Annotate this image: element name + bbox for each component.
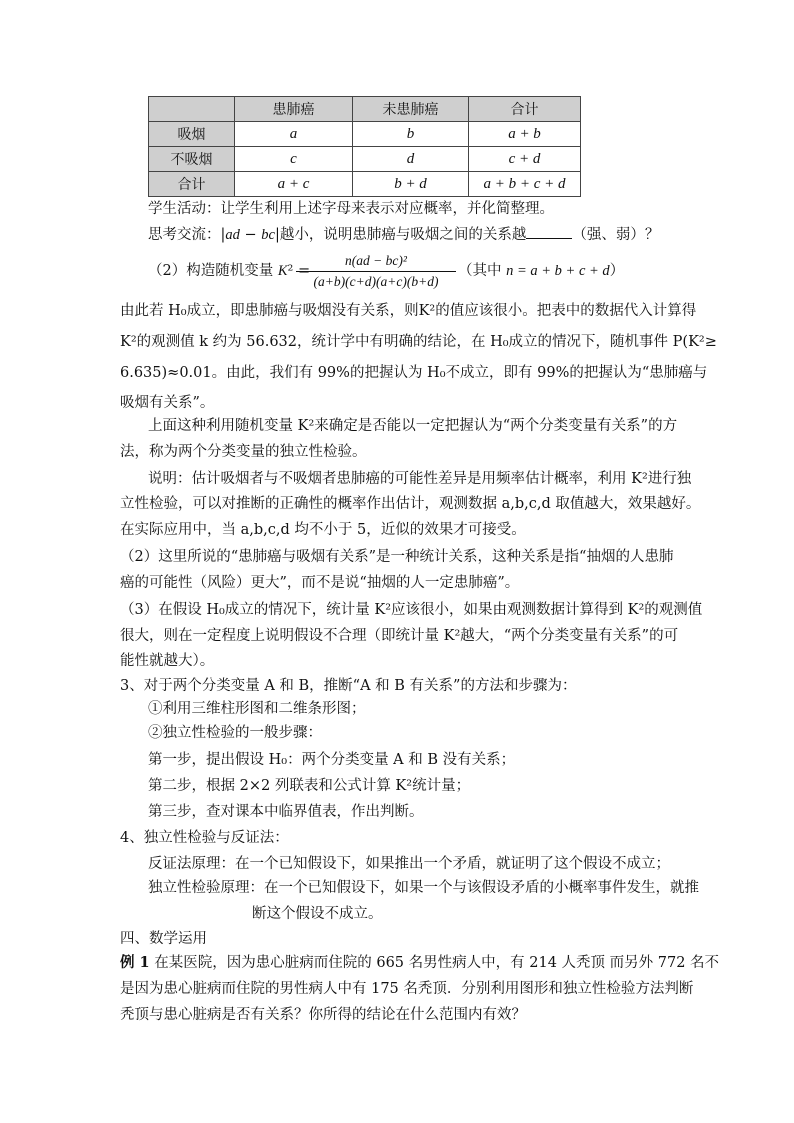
paragraph-line: 在实际应用中，当 a,b,c,d 均不小于 5，近似的效果才可接受。	[120, 522, 526, 538]
paragraph-line: 能性就越大）。	[120, 653, 215, 669]
table-cell: c + d	[469, 147, 581, 172]
table-cell: a + b	[469, 122, 581, 147]
table-header-cell: 患肺癌	[235, 97, 353, 122]
example-label: 例 1	[120, 954, 150, 971]
principle-line: 断这个假设不成立。	[252, 906, 383, 922]
section-heading-math-application: 四、数学运用	[120, 931, 207, 947]
table-cell: d	[353, 147, 469, 172]
paragraph-line: 立性检验，可以对推断的正确性的概率作出估计，观测数据 a,b,c,d 取值越大，效果越好。	[120, 496, 701, 512]
k-squared-fraction	[296, 252, 456, 291]
fraction-numerator: n(ad − bc)²	[345, 253, 407, 268]
section-heading-4: 4、独立性检验与反证法：	[120, 830, 289, 846]
table-header-cell	[149, 97, 235, 122]
table-row-label: 合计	[149, 172, 235, 197]
table-cell: a + b + c + d	[469, 172, 581, 197]
table-cell: b	[353, 122, 469, 147]
k-squared-eq: ² =	[287, 263, 311, 279]
table-header-cell: 未患肺癌	[353, 97, 469, 122]
n-definition: n = a + b + c + d	[506, 263, 610, 279]
where-close: ）	[609, 263, 625, 279]
table-cell: c	[235, 147, 353, 172]
step-item: 第二步，根据 2×2 列联表和公式计算 K²统计量；	[148, 778, 471, 794]
table-row	[149, 147, 581, 172]
table-row-label: 不吸烟	[149, 147, 235, 172]
var-k: K	[277, 263, 288, 279]
example-line: 秃顶与患心脏病是否有关系？你所得的结论在什么范围内有效？	[120, 1007, 526, 1023]
think-suffix: （强、弱）？	[572, 227, 660, 243]
table-cell: b + d	[353, 172, 469, 197]
table-cell: a	[235, 122, 353, 147]
where-open: （其中	[458, 263, 507, 279]
paragraph-line: 法，称为两个分类变量的独立性检验。	[120, 444, 367, 460]
table-row	[149, 122, 581, 147]
fraction-bar	[296, 271, 456, 272]
table-row-label: 吸烟	[149, 122, 235, 147]
example-line: 是因为患心脏病而住院的男性病人中有 175 名秃顶．分别利用图形和独立性检验方法判断	[120, 981, 694, 997]
paragraph-line: 上面这种利用随机变量 K²来确定是否能以一定把握认为“两个分类变量有关系”的方	[148, 418, 678, 434]
fill-blank	[526, 224, 572, 239]
table-row	[149, 172, 581, 197]
contingency-table	[148, 96, 581, 197]
step-item: 第三步，查对课本中临界值表，作出判断。	[148, 804, 424, 820]
step-item: 第一步，提出假设 H₀：两个分类变量 A 和 B 没有关系；	[148, 752, 516, 768]
paragraph-line: K²的观测值 k 约为 56.632，统计学中有明确的结论，在 H₀成立的情况下，随机事件 P(K²≥	[120, 334, 717, 350]
think-middle: |越小，说明患肺癌与吸烟之间的关系越	[274, 227, 527, 243]
paragraph-line: 由此若 H₀成立，即患肺癌与吸烟没有关系，则K²的值应该很小。把表中的数据代入计算得	[120, 303, 697, 319]
paragraph-line: 癌的可能性（风险）更大”，而不是说“抽烟的人一定患肺癌”。	[120, 575, 520, 591]
example-line	[120, 953, 719, 973]
step-item: ②独立性检验的一般步骤：	[148, 725, 322, 741]
think-exchange-line	[148, 224, 659, 245]
paragraph-line: 说明：估计吸烟者与不吸烟者患肺癌的可能性差异是用频率估计概率，利用 K²进行独	[148, 471, 692, 487]
table-header-row	[149, 97, 581, 122]
paragraph-line: （2）这里所说的“患肺癌与吸烟有关系”是一种统计关系，这种关系是指“抽烟的人患肺	[120, 549, 674, 565]
minus-sign: −	[239, 227, 262, 243]
paragraph-line: 吸烟有关系”。	[120, 395, 215, 411]
student-activity-text: 学生活动：让学生利用上述字母来表示对应概率，并化简整理。	[148, 201, 554, 217]
construct-label: （2）构造随机变量	[148, 263, 278, 279]
section-heading-3: 3、对于两个分类变量 A 和 B，推断“A 和 B 有关系”的方法和步骤为：	[120, 678, 577, 694]
think-prefix: 思考交流：|	[148, 227, 226, 243]
paragraph-line: 6.635)≈0.01。由此，我们有 99%的把握认为 H₀不成立，即有 99%的把握认为“患肺癌与	[120, 365, 708, 381]
principle-line: 独立性检验原理：在一个已知假设下，如果一个与该假设矛盾的小概率事件发生，就推	[148, 880, 699, 896]
step-item: ①利用三维柱形图和二维条形图；	[148, 701, 366, 717]
example-text: 在某医院，因为患心脏病而住院的 665 名男性病人中，有 214 人秃顶 而另外 772 名不	[149, 955, 720, 971]
construct-variable-suffix	[458, 261, 624, 281]
principle-line: 反证法原理：在一个已知假设下，如果推出一个矛盾，就证明了这个假设不成立；	[148, 856, 670, 872]
construct-variable-prefix	[148, 261, 310, 281]
var-ad: ad	[225, 227, 240, 243]
table-cell: a + c	[235, 172, 353, 197]
fraction-denominator: (a+b)(c+d)(a+c)(b+d)	[313, 274, 439, 289]
table-header-cell: 合计	[469, 97, 581, 122]
var-bc: bc	[261, 227, 275, 243]
paragraph-line: （3）在假设 H₀成立的情况下，统计量 K²应该很小，如果由观测数据计算得到 K²的观测值	[120, 602, 703, 618]
paragraph-line: 很大，则在一定程度上说明假设不合理（即统计量 K²越大，“两个分类变量有关系”的可	[120, 628, 679, 644]
